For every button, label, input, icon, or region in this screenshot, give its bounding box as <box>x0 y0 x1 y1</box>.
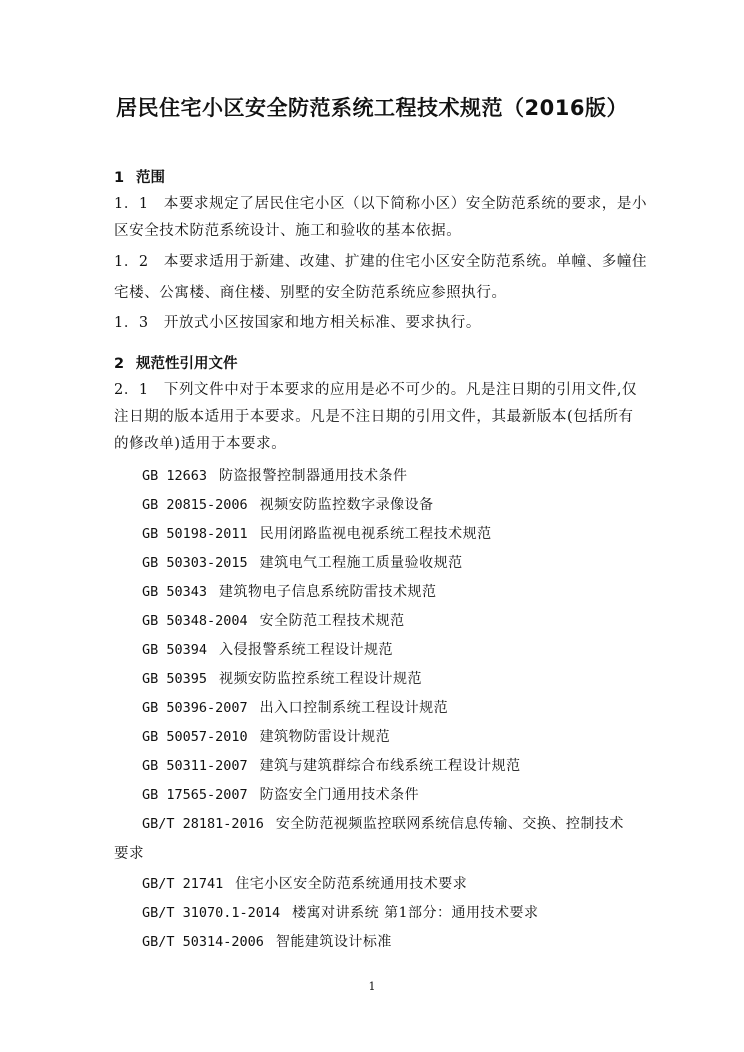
reference-name: 视频安防监控数字录像设备 <box>259 497 434 513</box>
reference-item <box>142 813 624 833</box>
reference-code: GB 50303-2015 <box>142 555 248 571</box>
reference-code: GB/T 28181-2016 <box>142 816 264 832</box>
reference-code: GB 50348-2004 <box>142 613 248 629</box>
reference-code: GB 50311-2007 <box>142 758 248 774</box>
reference-item <box>142 610 405 630</box>
reference-item <box>142 931 392 951</box>
reference-name: 建筑物防雷设计规范 <box>259 729 391 745</box>
reference-code: GB 50198-2011 <box>142 526 248 542</box>
reference-item <box>142 697 448 717</box>
reference-code: GB/T 31070.1-2014 <box>142 905 281 921</box>
section-number: 1 <box>114 170 125 186</box>
reference-code: GB/T 50314-2006 <box>142 934 264 950</box>
reference-name: 安全防范视频监控联网系统信息传输、交换、控制技术 <box>275 816 624 832</box>
reference-item <box>142 494 434 514</box>
reference-code: GB 50343 <box>142 584 208 600</box>
paragraph-line: 1．3 开放式小区按国家和地方相关标准、要求执行。 <box>114 315 481 331</box>
reference-item <box>142 784 419 804</box>
paragraph-line: 2．1 下列文件中对于本要求的应用是必不可少的。凡是注日期的引用文件,仅 <box>114 382 638 398</box>
section-number: 2 <box>114 356 125 372</box>
reference-name: 安全防范工程技术规范 <box>259 613 405 629</box>
paragraph-line: 1．2 本要求适用于新建、改建、扩建的住宅小区安全防范系统。单幢、多幢住 <box>114 254 648 270</box>
reference-code: GB 50395 <box>142 671 208 687</box>
reference-name: 入侵报警系统工程设计规范 <box>219 642 394 658</box>
reference-name: 防盗报警控制器通用技术条件 <box>219 468 408 484</box>
paragraph-line: 宅楼、公寓楼、商住楼、别墅的安全防范系统应参照执行。 <box>114 285 507 301</box>
reference-code: GB/T 21741 <box>142 876 224 892</box>
reference-item <box>142 668 422 688</box>
reference-name: 楼寓对讲系统 第1部分：通用技术要求 <box>292 905 539 921</box>
reference-name: 建筑与建筑群综合布线系统工程设计规范 <box>259 758 521 774</box>
reference-name: 智能建筑设计标准 <box>275 934 392 950</box>
reference-code: GB 12663 <box>142 468 208 484</box>
reference-item <box>142 873 467 893</box>
paragraph-line: 区安全技术防范系统设计、施工和验收的基本依据。 <box>114 223 462 239</box>
section-title: 范围 <box>136 170 165 186</box>
section-title: 规范性引用文件 <box>136 356 238 372</box>
section-heading-2 <box>114 352 238 373</box>
reference-item <box>142 726 390 746</box>
page-number: 1 <box>368 980 376 993</box>
reference-item <box>142 523 492 543</box>
section-heading-1 <box>114 166 165 187</box>
reference-item <box>142 639 393 659</box>
paragraph-line: 注日期的版本适用于本要求。凡是不注日期的引用文件，其最新版本(包括所有 <box>114 409 634 425</box>
reference-code: GB 20815-2006 <box>142 497 248 513</box>
reference-item <box>142 755 521 775</box>
reference-item <box>142 552 463 572</box>
reference-item <box>142 465 408 485</box>
reference-code: GB 17565-2007 <box>142 787 248 803</box>
reference-name: 建筑物电子信息系统防雷技术规范 <box>219 584 437 600</box>
reference-name: 民用闭路监视电视系统工程技术规范 <box>259 526 492 542</box>
reference-name: 出入口控制系统工程设计规范 <box>259 700 449 716</box>
reference-item <box>142 581 437 601</box>
reference-name: 防盗安全门通用技术条件 <box>259 787 420 803</box>
reference-code: GB 50057-2010 <box>142 729 248 745</box>
reference-name: 建筑电气工程施工质量验收规范 <box>259 555 463 571</box>
paragraph-line: 1．1 本要求规定了居民住宅小区（以下简称小区）安全防范系统的要求，是小 <box>114 196 648 212</box>
reference-code: GB 50394 <box>142 642 208 658</box>
paragraph-line: 的修改单)适用于本要求。 <box>114 436 287 452</box>
reference-name: 视频安防监控系统工程设计规范 <box>219 671 423 687</box>
reference-item <box>142 902 539 922</box>
reference-name: 住宅小区安全防范系统通用技术要求 <box>235 876 468 892</box>
reference-code: GB 50396-2007 <box>142 700 248 716</box>
reference-continuation: 要求 <box>114 846 145 862</box>
document-title: 居民住宅小区安全防范系统工程技术规范（2016版） <box>116 96 628 120</box>
